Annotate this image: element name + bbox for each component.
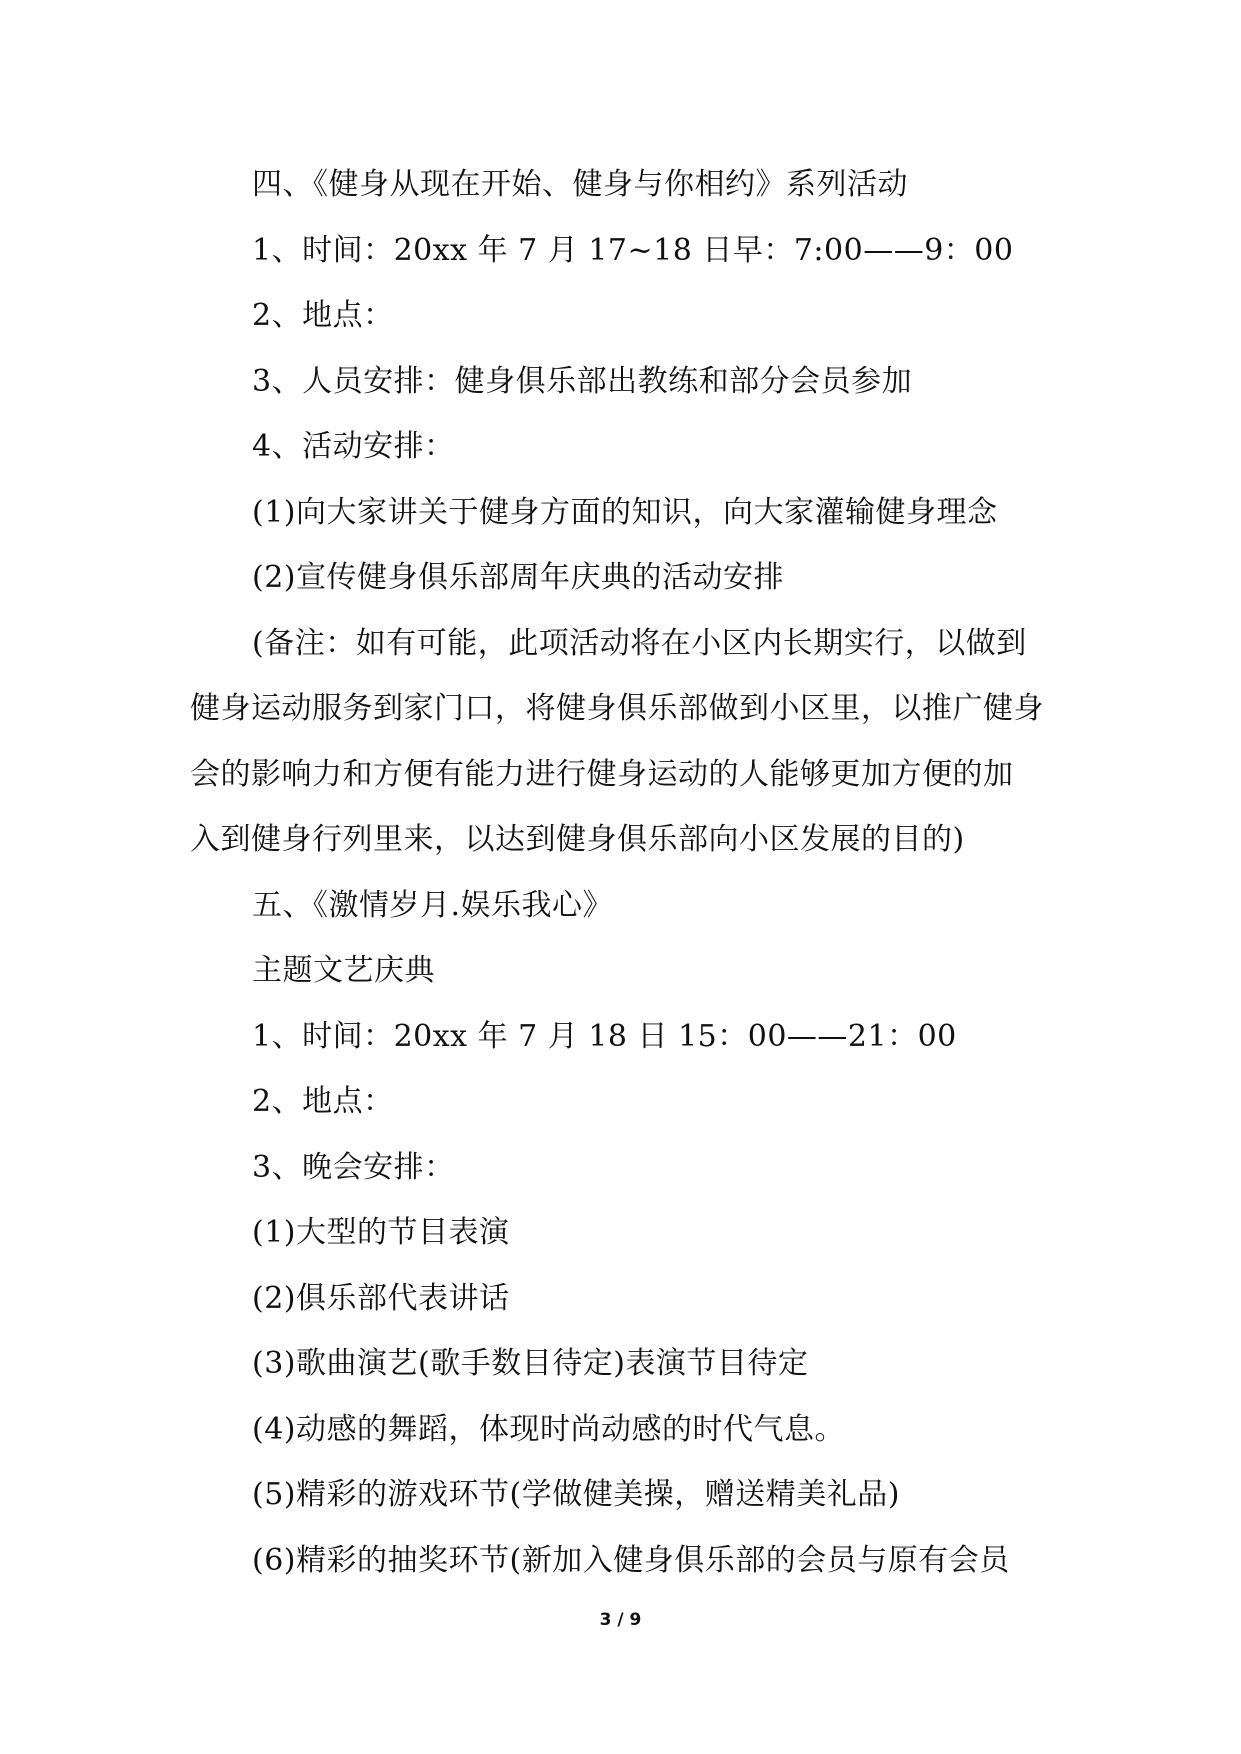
list-item: (4)动感的舞蹈，体现时尚动感的时代气息。 — [252, 1411, 845, 1447]
list-item: (1)向大家讲关于健身方面的知识，向大家灌输健身理念 — [252, 494, 998, 530]
paragraph-line: 2、地点： — [252, 1084, 394, 1119]
paragraph-line: 1、时间：20xx 年 7 月 17~18 日早：7:00——9：00 — [252, 232, 1014, 268]
note-paragraph-line: 会的影响力和方便有能力进行健身运动的人能够更加方便的加 — [190, 756, 1014, 792]
list-item: (3)歌曲演艺(歌手数目待定)表演节目待定 — [252, 1346, 809, 1381]
paragraph-line: 主题文艺庆典 — [252, 953, 435, 988]
list-item: (5)精彩的游戏环节(学做健美操，赠送精美礼品) — [252, 1477, 900, 1512]
list-item: (2)宣传健身俱乐部周年庆典的活动安排 — [252, 560, 784, 595]
page-number: 3 / 9 — [599, 1610, 642, 1630]
paragraph-line: 4、活动安排： — [252, 429, 455, 464]
note-paragraph-line: 健身运动服务到家门口，将健身俱乐部做到小区里，以推广健身 — [190, 691, 1044, 726]
section-heading-5: 五、《激情岁月.娱乐我心》 — [252, 887, 614, 923]
note-paragraph-line: (备注：如有可能，此项活动将在小区内长期实行，以做到 — [252, 625, 1027, 661]
note-paragraph-line: 入到健身行列里来，以达到健身俱乐部向小区发展的目的) — [190, 822, 965, 857]
paragraph-line: 1、时间：20xx 年 7 月 18 日 15：00——21：00 — [252, 1018, 957, 1054]
list-item: (1)大型的节目表演 — [252, 1215, 510, 1250]
section-heading-4: 四、《健身从现在开始、健身与你相约》系列活动 — [252, 167, 908, 202]
document-body — [190, 152, 1060, 1593]
paragraph-line: 3、晚会安排： — [252, 1149, 455, 1185]
list-item: (6)精彩的抽奖环节(新加入健身俱乐部的会员与原有会员 — [252, 1542, 1010, 1578]
list-item: (2)俱乐部代表讲话 — [252, 1280, 510, 1316]
paragraph-line: 3、人员安排：健身俱乐部出教练和部分会员参加 — [252, 363, 913, 399]
paragraph-line: 2、地点： — [252, 298, 394, 333]
